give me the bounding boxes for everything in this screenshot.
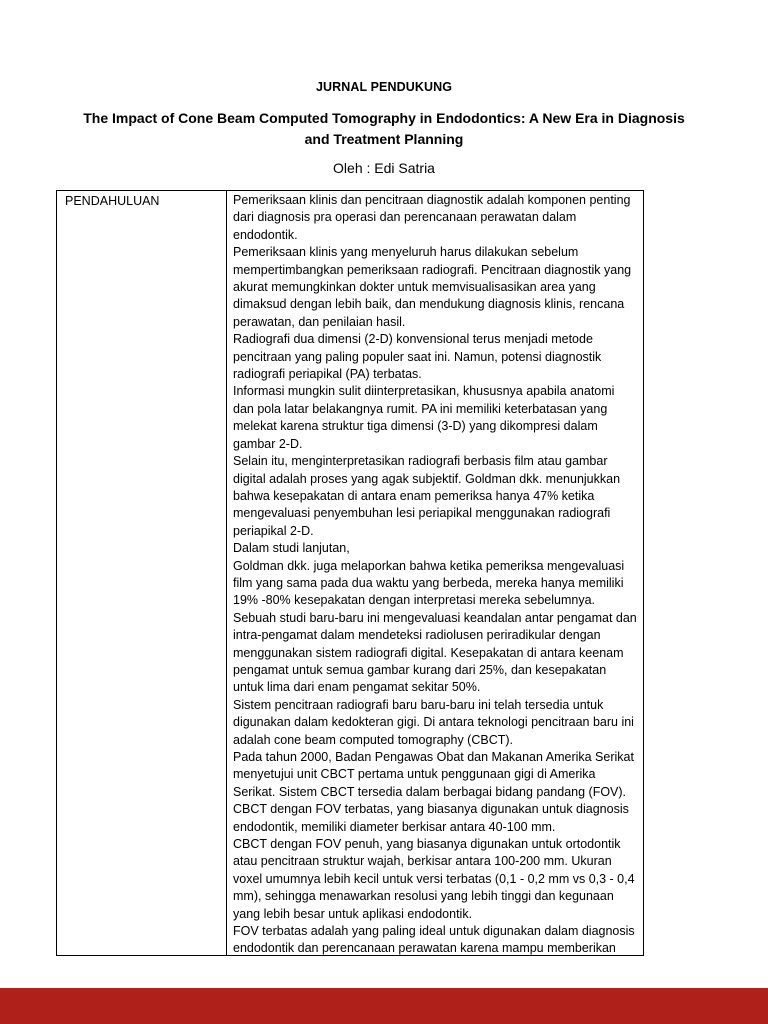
paragraph: FOV terbatas adalah yang paling ideal untuk digunakan dalam diagnosis endodontik dan perencanaan perawatan karena mampu memberikan: [233, 924, 635, 955]
paragraph: Dalam studi lanjutan,: [233, 541, 350, 556]
paragraph: Radiografi dua dimensi (2-D) konvensional terus menjadi metode pencitraan yang paling populer saat ini. Namun, potensi diagnostik radiografi periapikal (PA) terbatas.: [233, 332, 602, 382]
footer-bar: [0, 988, 768, 1024]
paragraph: Sebuah studi baru-baru ini mengevaluasi keandalan antar pengamat dan intra-pengamat dalam mendeteksi radiolusen periradikular dengan menggunakan sistem radiografi digital. Kesepakatan di antara keenam pengamat untuk semua gambar kurang dari 25%, dan kesepakatan untuk lima dari enam pengamat sekitar 50%.: [233, 610, 637, 695]
paragraph: Informasi mungkin sulit diinterpretasikan, khususnya apabila anatomi dan pola latar belakangnya rumit. PA ini memiliki keterbatasan yang melekat karena struktur tiga dimensi (3-D) yang dikompresi dalam gambar 2-D.: [233, 384, 615, 451]
document-label: JURNAL PENDUKUNG: [315, 80, 453, 94]
section-body-cell: [227, 191, 643, 955]
section-heading-cell: [57, 191, 227, 955]
paragraph: Pada tahun 2000, Badan Pengawas Obat dan Makanan Amerika Serikat menyetujui unit CBCT pertama untuk penggunaan gigi di Amerika Serikat. Sistem CBCT tersedia dalam berbagai bidang pandang (FOV).: [233, 750, 634, 799]
document-title: The Impact of Cone Beam Computed Tomography in Endodontics: A New Era in Diagnosis and Treatment Planning: [83, 110, 685, 147]
paragraph: Selain itu, menginterpretasikan radiografi berbasis film atau gambar digital adalah proses yang agak subjektif. Goldman dkk. menunjukkan bahwa kesepakatan di antara enam pemeriksa hanya 47% ketika mengevaluasi penyembuhan lesi periapikal menggunakan radiografi periapikal 2-D.: [233, 454, 621, 538]
paragraph: Sistem pencitraan radiografi baru baru-baru ini telah tersedia untuk digunakan dalam kedokteran gigi. Di antara teknologi pencitraan baru ini adalah cone beam computed tomography (CBCT).: [233, 697, 634, 747]
document-author: Oleh : Edi Satria: [333, 160, 435, 176]
section-heading: PENDAHULUAN: [65, 194, 160, 208]
paragraph: CBCT dengan FOV terbatas, yang biasanya digunakan untuk diagnosis endodontik, memiliki diameter berkisar antara 40-100 mm.: [233, 802, 629, 834]
paragraph: Pemeriksaan klinis yang menyeluruh harus dilakukan sebelum mempertimbangkan pemeriksaan radiografi. Pencitraan diagnostik yang akurat memungkinkan dokter untuk memvisualisasikan area yang dimaksud dengan lebih baik, dan mendukung diagnosis klinis, rencana perawatan, dan penilaian hasil.: [233, 245, 632, 329]
paragraph: Pemeriksaan klinis dan pencitraan diagnostik adalah komponen penting dari diagnosis pra operasi dan perencanaan perawatan dalam endodontik.: [233, 193, 631, 242]
paragraph: Goldman dkk. juga melaporkan bahwa ketika pemeriksa mengevaluasi film yang sama pada dua waktu yang berbeda, mereka hanya memiliki 19% -80% kesepakatan dengan interpretasi mereka sebelumnya.: [233, 558, 625, 608]
content-table: [56, 190, 644, 956]
paragraph: CBCT dengan FOV penuh, yang biasanya digunakan untuk ortodontik atau pencitraan struktur wajah, berkisar antara 100-200 mm. Ukuran voxel umumnya lebih kecil untuk versi terbatas (0,1 - 0,2 mm vs 0,3 - 0,4 mm), sehingga menawarkan resolusi yang lebih tinggi dan kegunaan yang lebih besar untuk aplikasi endodontik.: [233, 837, 635, 921]
